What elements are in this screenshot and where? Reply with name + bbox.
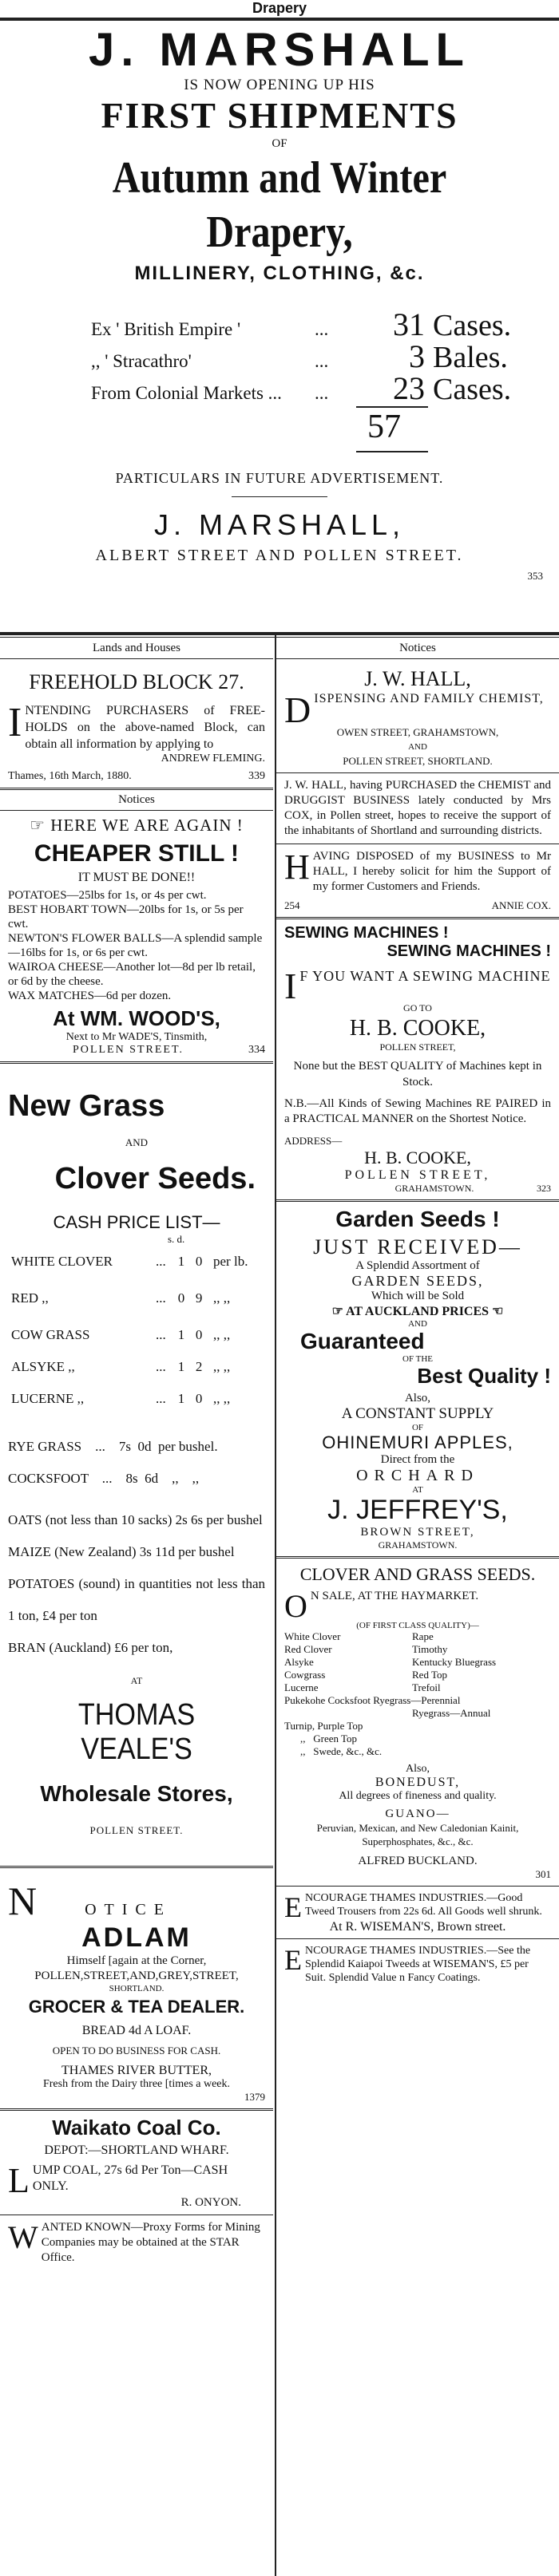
cheaper-still: CHEAPER STILL ! [34,840,240,867]
shipment-label: From Colonial Markets ... [91,383,282,403]
cocksfoot-line: COCKSFOOT ... 8s 6d ,, ,, [8,1471,200,1486]
enc1-body: NCOURAGE THAMES INDUSTRIES.—Good Tweed Trousers from 22s 6d. All Goods well shrunk. [305,1892,542,1918]
adlam-name: ADLAM [81,1922,192,1953]
shipment-unit: Cases. [433,373,512,406]
price-s: 0 [177,1290,185,1306]
veale-name: THOMAS VEALE'S [77,1698,196,1766]
bran-line: BRAN (Auckland) £6 per ton, [8,1640,173,1655]
seed-turnip: Turnip, Purple Top [284,1720,363,1732]
waikato-depot: DEPOT:—SHORTLAND WHARF. [44,2143,229,2157]
section-header-drapery: Drapery [252,0,307,16]
shipment-num: 23 [393,370,425,406]
seed-right: Red Top [412,1669,447,1681]
price-dots: ... [155,1254,166,1269]
marshall-of: OF [272,137,287,150]
newton-line: NEWTON'S FLOWER BALLS—A splendid sample—16lbs for 1s, or 6s per cwt. [8,932,263,959]
veale-at: AT [130,1675,143,1686]
price-per: ,, ,, [213,1391,231,1406]
marshall-name: J. MARSHALL [89,24,470,76]
garden-seeds: Garden Seeds ! [335,1207,500,1231]
garden-auckland: ☞ AT AUCKLAND PRICES ☜ [331,1305,504,1318]
freehold-title: FREEHOLD BLOCK 27. [29,670,244,693]
sewing-1: SEWING MACHINES ! [284,924,449,942]
seed-left: Alsyke [284,1656,314,1668]
right-column [276,638,559,1989]
disp-drop: D [284,689,311,730]
enc2-drop: E [284,1944,302,1976]
price-per: ,, ,, [213,1359,231,1374]
waikato-title: Waikato Coal Co. [52,2116,221,2139]
seed-right: Trefoil [412,1681,441,1693]
clover-also: Also, [406,1763,430,1775]
shipment-row [0,338,559,374]
marshall-particulars: PARTICULARS IN FUTURE ADVERTISEMENT. [115,470,444,486]
garden-gseeds: GARDEN SEEDS, [351,1273,484,1289]
guano: GUANO— [385,1808,450,1820]
shipment-row [0,369,559,406]
adlam-bread: BREAD 4d A LOAF. [81,2024,192,2037]
clover-peruvian: Peruvian, Mexican, and New Caledonian Kainit, Superphosphates, &c., &c. [316,1822,519,1847]
woods-next: Next to Mr WADE'S, Tinsmith, [65,1031,208,1043]
price-d: 9 [195,1290,203,1306]
price-s: 1 [177,1391,185,1406]
left-column [0,638,273,2270]
veale-pollen: POLLEN STREET. [89,1824,184,1836]
adlam-fresh: Fresh from the Dairy three [times a week. [42,2078,231,2090]
garden-also: Also, [404,1392,431,1405]
seed-right: Timothy [412,1643,448,1655]
adlam-himself: Himself [again at the Corner, POLLEN,STREET,AND,GREY,STREET, [34,1954,239,1982]
price-row [8,1351,265,1383]
shipment-dots: ... [315,351,329,371]
potatoes-line: POTATOES—25lbs for 1s, or 4s per cwt. [8,889,207,902]
price-d: 0 [195,1254,203,1269]
seed-right: Rape [412,1630,434,1642]
clover-degrees: All degrees of fineness and quality. [339,1790,497,1802]
potatoes2-line: POTATOES (sound) in quantities not less than 1 ton, £4 per ton [8,1576,265,1623]
garden-ofthe: OF THE [402,1354,433,1364]
shipment-unit: Cases. [433,309,512,342]
seed-green: ,, Green Top [300,1732,358,1744]
price-dots: ... [155,1290,166,1306]
price-s: 1 [177,1359,185,1374]
marshall-ad [0,24,559,583]
marshall-first: FIRST SHIPMENTS [101,95,458,136]
price-per: ,, ,, [213,1327,231,1342]
price-row [8,1246,265,1278]
price-dots: ... [155,1327,166,1342]
price-row [8,1278,265,1319]
bonedust: BONEDUST, [375,1776,461,1789]
buckland-num: 301 [535,1868,551,1880]
shipment-label: Ex ' British Empire ' [91,319,241,339]
freehold-drop: I [8,700,22,745]
adlam-num: 1379 [244,2091,265,2103]
jeffrey-brown: BROWN STREET, [360,1526,475,1539]
wiseman-line: At R. WISEMAN'S, Brown street. [329,1920,506,1934]
price-item: LUCERNE ,, [11,1391,85,1406]
clover-grass-title: CLOVER AND GRASS SEEDS. [299,1564,536,1584]
wanted-drop: W [8,2219,38,2255]
new-grass-and: AND [125,1136,149,1148]
seed-left: Cowgrass [284,1669,326,1681]
shipment-dots: ... [315,383,329,403]
buckland-name: ALFRED BUCKLAND. [358,1855,478,1867]
cooke-name: H. B. COOKE, [349,1016,486,1041]
cox-num: 254 [284,899,300,911]
price-dots: ... [155,1391,166,1406]
seed-left: Lucerne [284,1681,319,1693]
seed-row [284,1630,551,1643]
sewing-2: SEWING MACHINES ! [387,942,551,960]
shipment-dots: ... [315,319,329,339]
hall-pollen: POLLEN STREET, SHORTLAND. [343,755,493,767]
shipment-unit: Bales. [433,341,508,374]
cooke-none: None but the BEST QUALITY of Machines kept in Stock. [293,1060,542,1088]
marshall-opening: IS NOW OPENING UP HIS [184,77,375,93]
seed-left: White Clover [284,1630,341,1642]
seed-swede: ,, Swede, &c., &c. [300,1745,383,1757]
wanted-body: ANTED KNOWN—Proxy Forms for Mining Companies may be obtained at the STAR Office. [41,2221,260,2264]
new-grass: New Grass [8,1089,165,1123]
seed-left: Red Clover [284,1643,332,1655]
garden-and: AND [408,1319,427,1329]
cooke-num: 323 [536,1183,551,1194]
garden-best: Best Quality ! [417,1364,551,1388]
enc1-drop: E [284,1891,302,1923]
cooke-nb: N.B.—All Kinds of Sewing Machines RE PAIRED in a PRACTICAL MANNER on the Shortest Notice. [284,1097,551,1125]
adlam-butter: THAMES RIVER BUTTER, [61,2064,212,2077]
garden-at: AT [412,1485,423,1495]
freehold-num: 339 [248,770,265,782]
price-item: ALSYKE ,, [11,1359,75,1374]
shipment-total: 57 [367,409,401,445]
garden-of: OF [411,1423,424,1432]
hall-and: AND [408,742,427,752]
oats-line: OATS (not less than 10 sacks) 2s 6s per bushel [8,1512,263,1527]
shipment-label: ,, ' Stracathro' [91,351,192,371]
here-again: ☞ HERE WE ARE AGAIN ! [30,816,244,835]
rye-line: RYE GRASS ... 7s 0d per bushel. [8,1439,218,1454]
shipment-num: 31 [393,306,425,342]
adlam-shortland: SHORTLAND. [109,1984,165,1993]
price-row [8,1319,265,1351]
woods-num: 334 [248,1044,265,1056]
hall-name: J. W. HALL, [364,667,471,690]
cooke-pollen-2: POLLEN STREET, [344,1168,491,1182]
freehold-date: Thames, 16th March, 1880. [8,770,132,782]
lump-body: UMP COAL, 27s 6d Per Ton—CASH ONLY. [32,2163,228,2193]
garden-guaranteed: Guaranteed [300,1329,425,1353]
cash-price-list: CASH PRICE LIST— [53,1212,220,1232]
marshall-millinery: MILLINERY, CLOTHING, &c. [134,263,425,284]
seed-right: Kentucky Bluegrass [412,1656,497,1668]
price-s: 1 [177,1254,185,1269]
having-drop: H [284,847,310,887]
cooke-goto: GO TO [403,1002,432,1013]
shipment-row [0,306,559,342]
price-item: WHITE CLOVER [11,1254,113,1269]
price-d: 0 [195,1391,203,1406]
just-received: JUST RECEIVED— [313,1235,522,1258]
price-item: COW GRASS [11,1327,90,1342]
price-per: ,, ,, [213,1290,231,1306]
enc2-body: NCOURAGE THAMES INDUSTRIES.—See the Splendid Kaiapoi Tweeds at WISEMAN'S, £5 per Suit. Splendid Value n Fancy Coatings. [305,1945,531,1984]
price-d: 2 [195,1359,203,1374]
if-drop: I [284,966,297,1006]
cooke-graham: GRAHAMSTOWN. [394,1183,474,1194]
hobart-line: BEST HOBART TOWN—20lbs for 1s, or 5s per cwt. [8,903,244,930]
jeffrey-name: J. JEFFREY'S, [327,1495,508,1525]
veale-wholesale: Wholesale Stores, [40,1781,233,1806]
cooke-pollen: POLLEN STREET, [379,1041,456,1053]
jeffrey-graham: GRAHAMSTOWN. [378,1539,458,1551]
onsale-drop: O [284,1588,307,1624]
price-d: 0 [195,1327,203,1342]
waikato-onyon: R. ONYON. [180,2196,241,2209]
woods-pollen: POLLEN STREET. [73,1044,184,1056]
having-body: AVING DISPOSED of my BUSINESS to Mr HALL, I hereby solicit for him the Support of my former Customers and Friends. [312,850,551,893]
seed-row [284,1656,551,1669]
seed-annual: Ryegrass—Annual [412,1707,491,1719]
freehold-name: ANDREW FLEMING. [161,753,265,765]
hall-owen: OWEN STREET, GRAHAMSTOWN, [336,726,499,738]
freehold-body: NTENDING PURCHASERS of FREE-HOLDS on the above-named Block, can obtain all information by applying to [25,704,265,751]
marshall-address: ALBERT STREET AND POLLEN STREET. [95,547,464,564]
marshall-autumn: Autumn and Winter Drapery, [112,153,447,257]
price-dots: ... [155,1359,166,1374]
lands-header: Lands and Houses [93,642,180,654]
price-item: RED ,, [11,1290,49,1306]
hall-body: J. W. HALL, having PURCHASED the CHEMIST and DRUGGIST BUSINESS lately conducted by Mrs COX, in Pollen street, hopes to receive the support of the inhabitants of Shortland and surrounding districts. [284,779,551,837]
notice-word: OTICE [85,1901,172,1918]
lump-drop: L [8,2161,30,2200]
adlam-open: OPEN TO DO BUSINESS FOR CASH. [52,2045,221,2056]
adlam-grocer: GROCER & TEA DEALER. [28,1997,245,2017]
woods-name: At WM. WOOD'S, [53,1006,220,1030]
seed-pukekohe: Pukekohe Cocksfoot Ryegrass—Perennial [284,1694,461,1706]
seed-row [284,1669,551,1681]
garden-splendid: A Splendid Assortment of [355,1259,480,1272]
seed-row [284,1681,551,1694]
if-body: F YOU WANT A SEWING MACHINE [299,968,551,984]
seed-row [284,1643,551,1656]
price-s: 1 [177,1327,185,1342]
cox-name: ANNIE COX. [491,899,551,911]
wairoa-line: WAIROA CHEESE—Another lot—8d per lb retail, or 6d by the cheese. [8,961,256,988]
marshall-num: 353 [527,570,543,582]
notice-drop: N [8,1879,38,1923]
must-be-done: IT MUST BE DONE!! [77,871,196,884]
garden-orchard: ORCHARD [356,1467,479,1484]
garden-sold: Which will be Sold [371,1290,465,1302]
onsale-body: N SALE, AT THE HAYMARKET. [310,1590,479,1602]
garden-constant: A CONSTANT SUPPLY [341,1405,494,1422]
sd-header: s. d. [168,1233,185,1245]
notices-header-right: Notices [399,642,436,654]
marshall-name-2: J. MARSHALL, [153,508,406,541]
cooke-name-2: H. B. COOKE, [364,1148,471,1167]
clover-seeds: Clover Seeds. [54,1162,256,1195]
ohinemuri-apples: OHINEMURI APPLES, [322,1432,513,1452]
price-row [8,1383,265,1415]
cooke-address: ADDRESS— [284,1135,343,1147]
wax-line: WAX MATCHES—6d per dozen. [8,990,172,1002]
notices-header-left: Notices [118,793,155,806]
garden-direct: Direct from the [380,1453,455,1466]
maize-line: MAIZE (New Zealand) 3s 11d per bushel [8,1544,235,1559]
first-class: (OF FIRST CLASS QUALITY)— [356,1621,479,1630]
shipment-num: 3 [409,338,425,374]
price-per: per lb. [213,1254,248,1269]
disp-body: ISPENSING AND FAMILY CHEMIST, [314,692,544,705]
